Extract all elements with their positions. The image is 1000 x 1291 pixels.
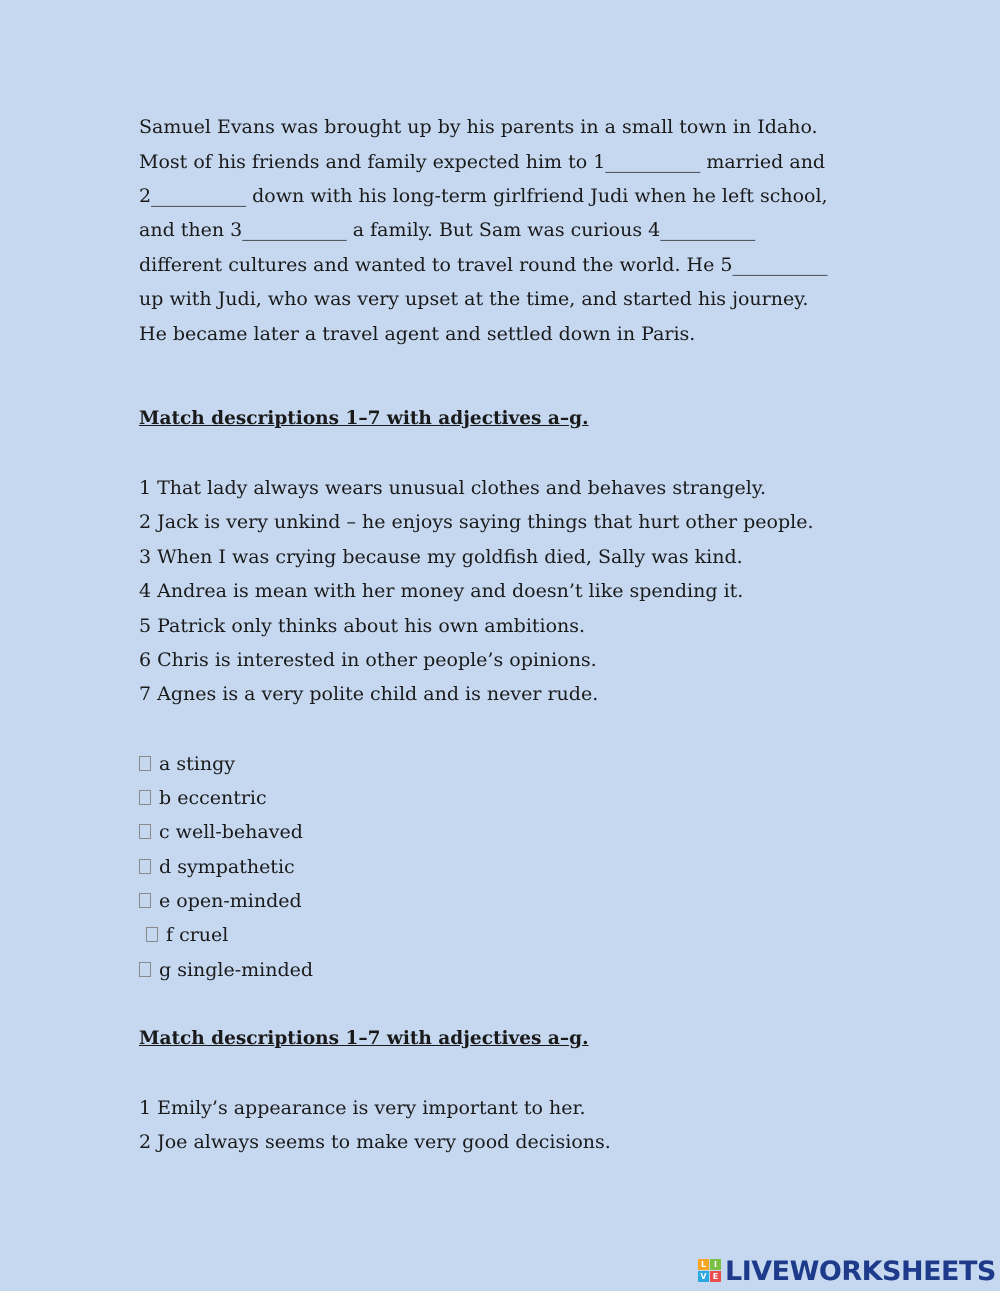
adjective-label: d sympathetic (159, 856, 295, 878)
description-item: 6 Chris is interested in other people’s opinions. (139, 649, 597, 671)
adjective-label: b eccentric (159, 787, 267, 809)
logo-mark-icon (698, 1259, 722, 1283)
checkbox-icon[interactable] (139, 859, 151, 874)
checkbox-icon[interactable] (139, 790, 151, 805)
passage-line-1: Samuel Evans was brought up by his parents in a small town in Idaho. (139, 116, 818, 138)
adjective-label: a stingy (159, 753, 235, 775)
logo-mark-letter: V (698, 1271, 709, 1282)
adjective-label: f cruel (166, 924, 229, 946)
adjective-label: g single-minded (159, 959, 314, 981)
description-item: 7 Agnes is a very polite child and is never rude. (139, 683, 599, 705)
logo-mark-letter: I (710, 1259, 721, 1270)
adjective-label: e open-minded (159, 890, 302, 912)
description-item: 1 That lady always wears unusual clothes and behaves strangely. (139, 477, 767, 499)
section1-heading: Match descriptions 1–7 with adjectives a–g. (139, 408, 589, 429)
description-item: 2 Joe always seems to make very good decisions. (139, 1131, 611, 1153)
description-item: 5 Patrick only thinks about his own ambitions. (139, 615, 586, 637)
checkbox-icon[interactable] (139, 893, 151, 908)
passage-line-6: up with Judi, who was very upset at the time, and started his journey. (139, 288, 809, 310)
adjective-item (139, 958, 313, 982)
checkbox-icon[interactable] (146, 927, 158, 942)
checkbox-icon[interactable] (139, 824, 151, 839)
adjective-item (139, 752, 235, 776)
checkbox-icon[interactable] (139, 962, 151, 977)
description-item: 3 When I was crying because my goldfish died, Sally was kind. (139, 546, 743, 568)
adjective-item (146, 923, 228, 947)
section2-heading: Match descriptions 1–7 with adjectives a–g. (139, 1028, 589, 1049)
passage-line-4: and then 3___________ a family. But Sam was curious 4__________ (139, 219, 756, 241)
adjective-label: c well-behaved (159, 821, 303, 843)
description-item: 4 Andrea is mean with her money and doesn’t like spending it. (139, 580, 744, 602)
description-item: 2 Jack is very unkind – he enjoys saying things that hurt other people. (139, 511, 814, 533)
adjective-item (139, 820, 303, 844)
adjective-item (139, 855, 295, 879)
passage-line-2: Most of his friends and family expected him to 1__________ married and (139, 151, 826, 173)
logo-text: LIVEWORKSHEETS (725, 1255, 996, 1287)
logo-mark-letter: L (698, 1259, 709, 1270)
adjective-item (139, 786, 267, 810)
logo-mark-letter: E (710, 1271, 721, 1282)
checkbox-icon[interactable] (139, 756, 151, 771)
passage-line-5: different cultures and wanted to travel round the world. He 5__________ (139, 254, 828, 276)
liveworksheets-logo (698, 1256, 996, 1286)
adjective-item (139, 889, 302, 913)
description-item: 1 Emily’s appearance is very important to her. (139, 1097, 586, 1119)
passage-line-3: 2__________ down with his long-term girlfriend Judi when he left school, (139, 185, 828, 207)
passage-line-7: He became later a travel agent and settled down in Paris. (139, 323, 696, 345)
